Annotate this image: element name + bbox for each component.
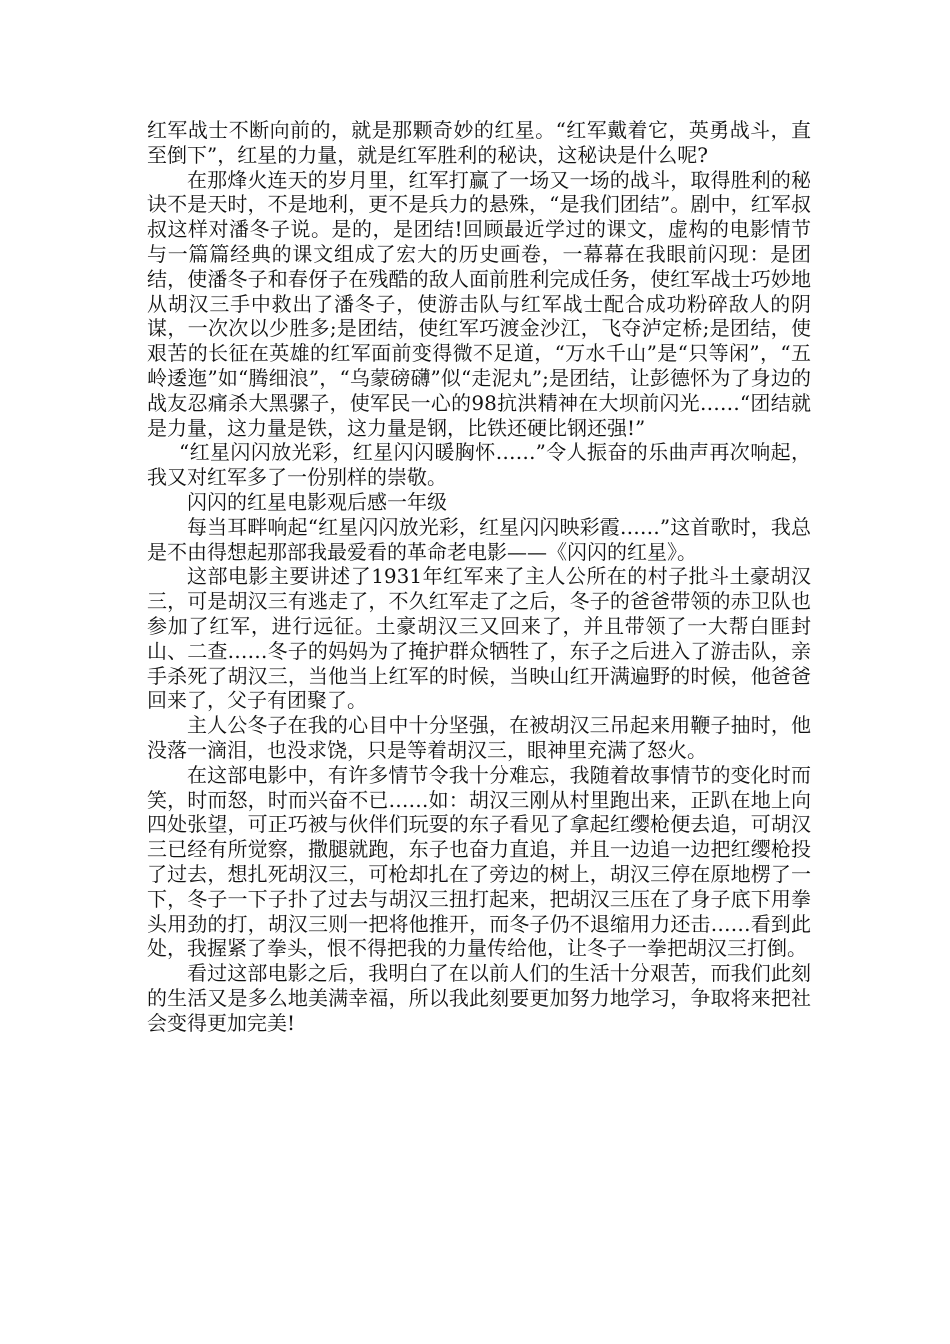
paragraph-6: 主人公冬子在我的心目中十分坚强，在被胡汉三吊起来用鞭子抽时，他没落一滴泪，也没求饶，只是等着胡汉三，眼神里充满了怒火。 [147, 713, 811, 762]
paragraph-1: 红军战士不断向前的，就是那颗奇妙的红星。“红军戴着它，英勇战斗，直至倒下”，红星的力量，就是红军胜利的秘诀，这秘诀是什么呢? [147, 118, 811, 167]
paragraph-7: 在这部电影中，有许多情节令我十分难忘，我随着故事情节的变化时而笑，时而怒，时而兴奋不已……如：胡汉三刚从村里跑出来，正趴在地上向四处张望，可正巧被与伙伴们玩耍的东子看见了拿起红缨枪便去追，可胡汉三已经有所觉察，撒腿就跑，东子也奋力直追，并且一边追一边把红缨枪投了过去，想扎死胡汉三，可枪却扎在了旁边的树上，胡汉三停在原地楞了一下，冬子一下子扑了过去与胡汉三扭打起来，把胡汉三压在了身子底下用拳头用劲的打，胡汉三则一把将他推开，而冬子仍不退缩用力还击……看到此处，我握紧了拳头，恨不得把我的力量传给他，让冬子一拳把胡汉三打倒。 [147, 762, 811, 961]
paragraph-4: 每当耳畔响起“红星闪闪放光彩，红星闪闪映彩霞……”这首歌时，我总是不由得想起那部我最爱看的革命老电影——《闪闪的红星》。 [147, 514, 811, 564]
paragraph-5: 这部电影主要讲述了1931年红军来了主人公所在的村子批斗土豪胡汉三，可是胡汉三有逃走了，不久红军走了之后，冬子的爸爸带领的赤卫队也参加了红军，进行远征。土豪胡汉三又回来了，并且带领了一大帮白匪封山、二查……冬子的妈妈为了掩护群众牺牲了，东子之后进入了游击队，亲手杀死了胡汉三，当他当上红军的时候，当映山红开满遍野的时候，他爸爸回来了，父子有团聚了。 [147, 564, 811, 713]
section-title: 闪闪的红星电影观后感一年级 [187, 489, 447, 514]
document-body [147, 118, 811, 1035]
paragraph-3: “红星闪闪放光彩，红星闪闪暖胸怀……”令人振奋的乐曲声再次响起，我又对红军多了一份别样的崇敬。 [147, 440, 811, 490]
paragraph-2: 在那烽火连天的岁月里，红军打赢了一场又一场的战斗，取得胜利的秘诀不是天时，不是地利，更不是兵力的悬殊，“是我们团结”。剧中，红军叔叔这样对潘冬子说。是的，是团结!回顾最近学过的课文，虚构的电影情节与一篇篇经典的课文组成了宏大的历史画卷，一幕幕在我眼前闪现：是团结，使潘冬子和春伢子在残酷的敌人面前胜利完成任务，使红军战士巧妙地从胡汉三手中救出了潘冬子，使游击队与红军战士配合成功粉碎敌人的阴谋，一次次以少胜多;是团结，使红军巧渡金沙江，飞夺泸定桥;是团结，使艰苦的长征在英雄的红军面前变得微不足道，“万水千山”是“只等闲”，“五岭逶迤”如“腾细浪”，“乌蒙磅礴”似“走泥丸”;是团结，让彭德怀为了身边的战友忍痛杀大黑骡子，使军民一心的98抗洪精神在大坝前闪光……“团结就是力量，这力量是铁，这力量是钢，比铁还硬比钢还强!” [147, 167, 811, 440]
paragraph-8: 看过这部电影之后，我明白了在以前人们的生活十分艰苦，而我们此刻的生活又是多么地美满幸福，所以我此刻要更加努力地学习，争取将来把社会变得更加完美! [147, 961, 811, 1035]
